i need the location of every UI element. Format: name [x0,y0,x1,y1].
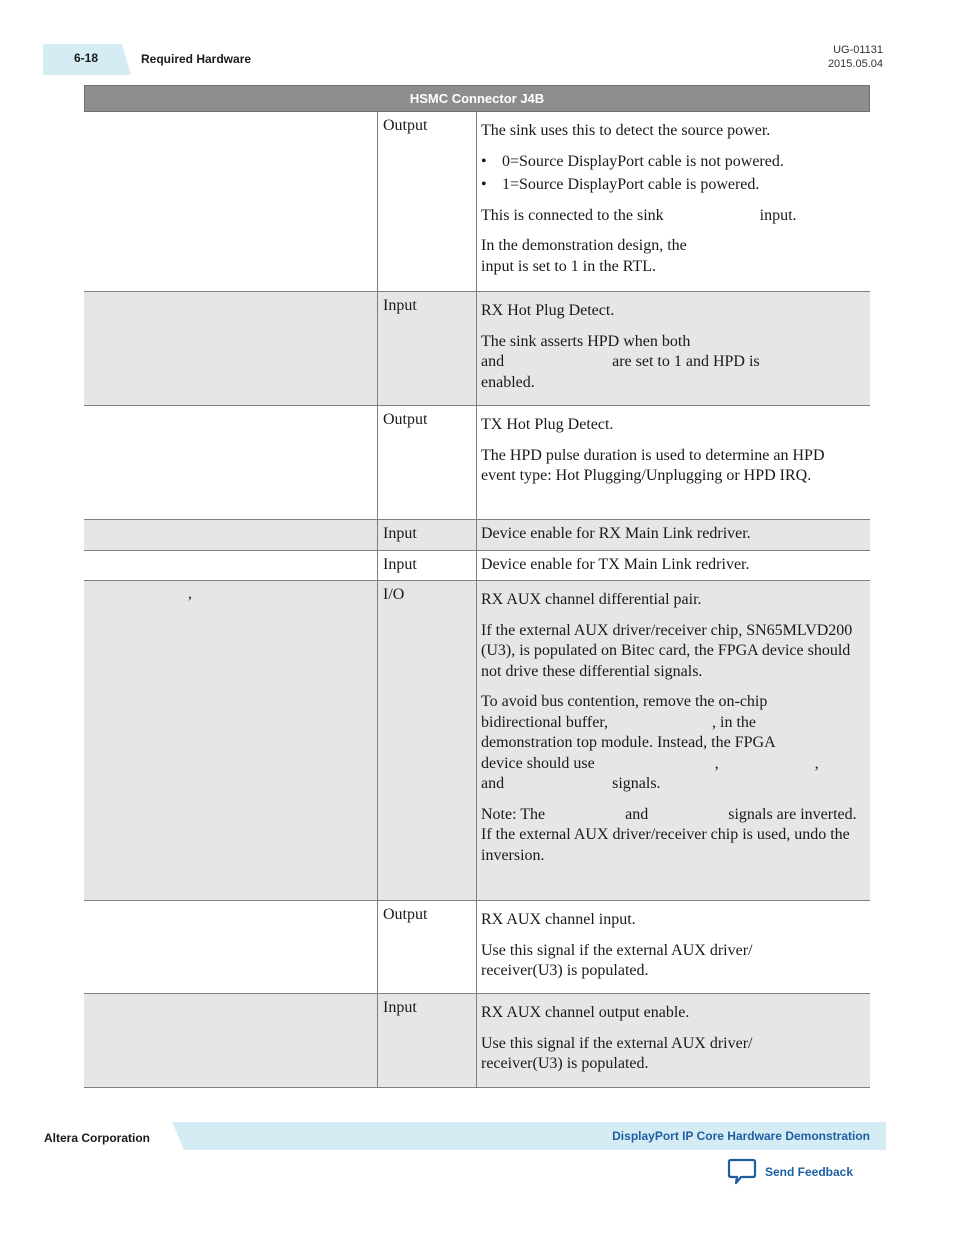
direction-cell: Output [378,406,477,519]
description-cell [477,406,870,519]
page-number: 6-18 [74,51,99,65]
description-text: RX AUX channel differential pair. [481,591,702,608]
signal-name-cell [84,112,378,291]
speech-bubble-icon [727,1158,757,1186]
direction-cell: Input [378,520,477,550]
description-text: Device enable for TX Main Link redriver. [481,556,750,573]
bullet-item: • 1=Source DisplayPort cable is powered. [481,175,858,196]
table-row [84,112,870,292]
direction-cell: Input [378,551,477,580]
description-cell [477,901,870,993]
description-text: TX Hot Plug Detect. [481,416,614,433]
signal-name-cell [84,520,378,550]
table-row [84,551,870,581]
description-cell [477,994,870,1087]
signal-name-cell [84,994,378,1087]
company-name: Altera Corporation [44,1131,151,1145]
description-text: Use this signal if the external AUX driver/ receiver(U3) is populated. [481,1034,753,1072]
direction-cell: Input [378,994,477,1087]
doc-date: 2015.05.04 [827,58,883,70]
send-feedback-button[interactable] [727,1158,853,1186]
table-row [84,901,870,994]
signal-name-separator: , [188,585,192,602]
signal-name-cell [84,292,378,405]
description-text: This is connected to the sink input. [481,206,797,224]
table-row [84,292,870,406]
description-cell [477,520,870,550]
signal-name-cell [84,551,378,580]
description-text: The HPD pulse duration is used to determine an HPD event type: Hot Plugging/Unplugging or HPD IRQ. [481,446,825,484]
signal-name-cell [84,406,378,519]
section-title: Required Hardware [141,52,252,66]
direction-cell: Output [378,112,477,291]
description-note: Note: The and signals are inverted. If the external AUX driver/receiver chip is used, undo the inversion. [481,805,861,864]
description-cell [477,112,870,291]
description-cell [477,581,870,900]
description-text: RX AUX channel output enable. [481,1004,690,1021]
bullet-item: • 0=Source DisplayPort cable is not powered. [481,152,858,173]
table-row [84,406,870,520]
description-text: If the external AUX driver/receiver chip, SN65MLVD200 (U3), is populated on Bitec card, the FPGA device should not drive these differential signals. [481,621,853,680]
description-text: The sink asserts HPD when both and are set to 1 and HPD is enabled. [481,332,760,391]
description-text: RX AUX channel input. [481,911,636,928]
description-text: RX Hot Plug Detect. [481,302,615,319]
description-cell [477,551,870,580]
table-row [84,994,870,1088]
table-title: HSMC Connector J4B [84,85,870,112]
description-text: In the demonstration design, the input is set to 1 in the RTL. [481,237,687,275]
direction-cell: Output [378,901,477,993]
doc-id: UG-01131 [833,44,883,56]
send-feedback-label: Send Feedback [765,1165,854,1179]
table-row [84,581,870,901]
doc-title-link[interactable]: DisplayPort IP Core Hardware Demonstration [612,1129,870,1143]
bullet-list [481,152,858,196]
table-row [84,520,870,551]
signal-name-cell [84,901,378,993]
signal-name-cell [84,581,378,900]
description-text: Device enable for RX Main Link redriver. [481,525,751,542]
description-text: The sink uses this to detect the source power. [481,122,771,139]
direction-cell: Input [378,292,477,405]
description-cell [477,292,870,405]
direction-cell: I/O [378,581,477,900]
doc-info [828,43,883,71]
hsmc-table [84,85,870,1088]
description-text: Use this signal if the external AUX driver/ receiver(U3) is populated. [481,941,753,979]
description-text: To avoid bus contention, remove the on-chip bidirectional buffer, , in the demonstration top module. Instead, the FPGA device should use , , and signals. [481,693,819,792]
